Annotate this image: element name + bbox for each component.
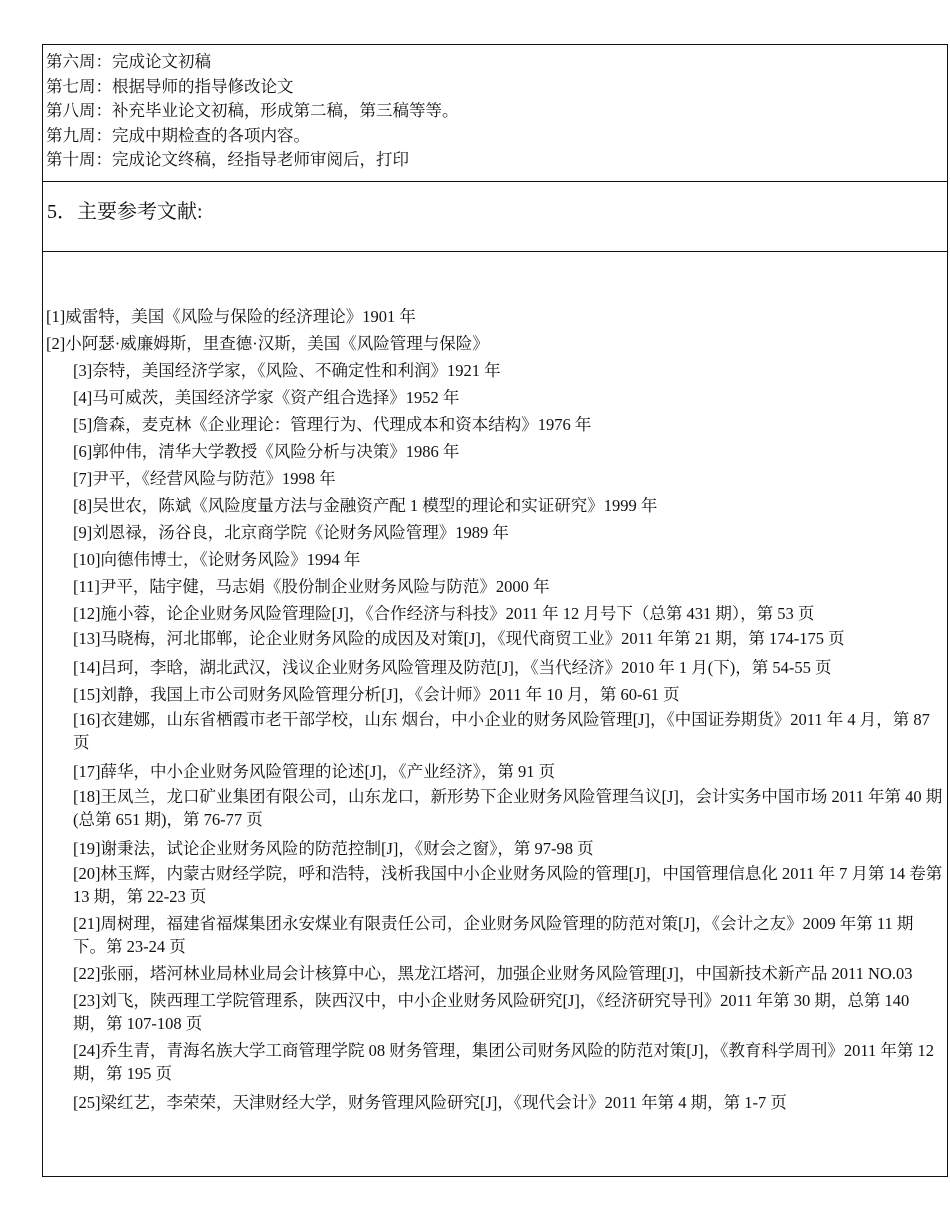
reference-item: [16]衣建娜，山东省栖霞市老干部学校，山东 烟台，中小企业的财务风险管理[J]，《中国证券期货》2011 年 4 月，第 87 页 — [73, 710, 930, 752]
references-heading: 5．主要参考文献: — [47, 201, 203, 223]
reference-item: [21]周树理，福建省福煤集团永安煤业有限责任公司，企业财务风险管理的防范对策[J]，《会计之友》2009 年第 11 期下。第 23-24 页 — [73, 914, 914, 956]
reference-item: [14]吕珂，李晗，湖北武汉，浅议企业财务风险管理及防范[J]，《当代经济》2010 年 1 月(下)，第 54-55 页 — [73, 658, 832, 677]
schedule-line-week7: 第七周：根据导师的指导修改论文 — [46, 76, 294, 96]
reference-item: [19]谢秉法，试论企业财务风险的防范控制[J]，《财会之窗》，第 97-98 页 — [73, 839, 594, 858]
reference-item: [12]施小蓉，论企业财务风险管理险[J]，《合作经济与科技》2011 年 12 月号下（总第 431 期），第 53 页 — [73, 604, 815, 623]
reference-item: [13]马晓梅，河北邯郸，论企业财务风险的成因及对策[J]，《现代商贸工业》2011 年第 21 期，第 174-175 页 — [73, 629, 845, 648]
reference-item: [20]林玉辉，内蒙古财经学院，呼和浩特，浅析我国中小企业财务风险的管理[J]，中国管理信息化 2011 年 7 月第 14 卷第 13 期，第 22-23 页 — [73, 864, 943, 906]
schedule-line-week6: 第六周：完成论文初稿 — [46, 52, 211, 71]
schedule-section — [42, 44, 948, 182]
schedule-line-week10: 第十周：完成论文终稿，经指导老师审阅后，打印 — [46, 150, 409, 170]
reference-item: [10]向德伟博士，《论财务风险》1994 年 — [73, 550, 361, 569]
reference-item: [24]乔生青，青海名族大学工商管理学院 08 财务管理，集团公司财务风险的防范对策[J]，《教育科学周刊》2011 年第 12 期，第 195 页 — [73, 1041, 935, 1083]
reference-item: [3]奈特，美国经济学家，《风险、不确定性和利润》1921 年 — [73, 361, 501, 380]
reference-item: [17]薛华，中小企业财务风险管理的论述[J]，《产业经济》，第 91 页 — [73, 762, 556, 781]
reference-item: [6]郭仲伟，清华大学教授《风险分析与决策》1986 年 — [73, 442, 460, 461]
reference-item: [2]小阿瑟·威廉姆斯，里查德·汉斯，美国《风险管理与保险》 — [46, 334, 489, 353]
reference-item: [7]尹平，《经营风险与防范》1998 年 — [73, 469, 336, 488]
document-page — [42, 44, 948, 1177]
schedule-line-week8: 第八周：补充毕业论文初稿，形成第二稿，第三稿等等。 — [46, 101, 459, 121]
reference-item: [5]詹森，麦克林《企业理论：管理行为、代理成本和资本结构》1976 年 — [73, 415, 592, 434]
schedule-line-week9: 第九周：完成中期检查的各项内容。 — [46, 125, 310, 145]
references-list — [42, 252, 948, 1177]
reference-item: [15]刘静，我国上市公司财务风险管理分析[J]，《会计师》2011 年 10 月，第 60-61 页 — [73, 685, 680, 704]
reference-item: [23]刘飞，陕西理工学院管理系，陕西汉中，中小企业财务风险研究[J]，《经济研究导刊》2011 年第 30 期，总第 140 期，第 107-108 页 — [73, 991, 910, 1033]
reference-item: [25]梁红艺，李荣荣，天津财经大学，财务管理风险研究[J]，《现代会计》2011 年第 4 期，第 1-7 页 — [73, 1093, 787, 1112]
reference-item: [1]威雷特，美国《风险与保险的经济理论》1901 年 — [46, 307, 416, 326]
reference-item: [22]张丽，塔河林业局林业局会计核算中心，黑龙江塔河，加强企业财务风险管理[J]，中国新技术新产品 2011 NO.03 — [73, 964, 913, 983]
reference-item: [9]刘恩禄，汤谷良，北京商学院《论财务风险管理》1989 年 — [73, 523, 509, 542]
reference-item: [18]王凤兰，龙口矿业集团有限公司，山东龙口，新形势下企业财务风险管理刍议[J]，会计实务中国市场 2011 年第 40 期(总第 651 期)，第 76-77 页 — [73, 787, 943, 829]
reference-item: [8]吴世农，陈斌《风险度量方法与金融资产配 1 模型的理论和实证研究》1999 年 — [73, 496, 658, 515]
reference-item: [4]马可威茨，美国经济学家《资产组合选择》1952 年 — [73, 388, 460, 407]
references-heading-cell — [42, 182, 948, 252]
reference-item: [11]尹平，陆宇健，马志娟《股份制企业财务风险与防范》2000 年 — [73, 577, 550, 596]
